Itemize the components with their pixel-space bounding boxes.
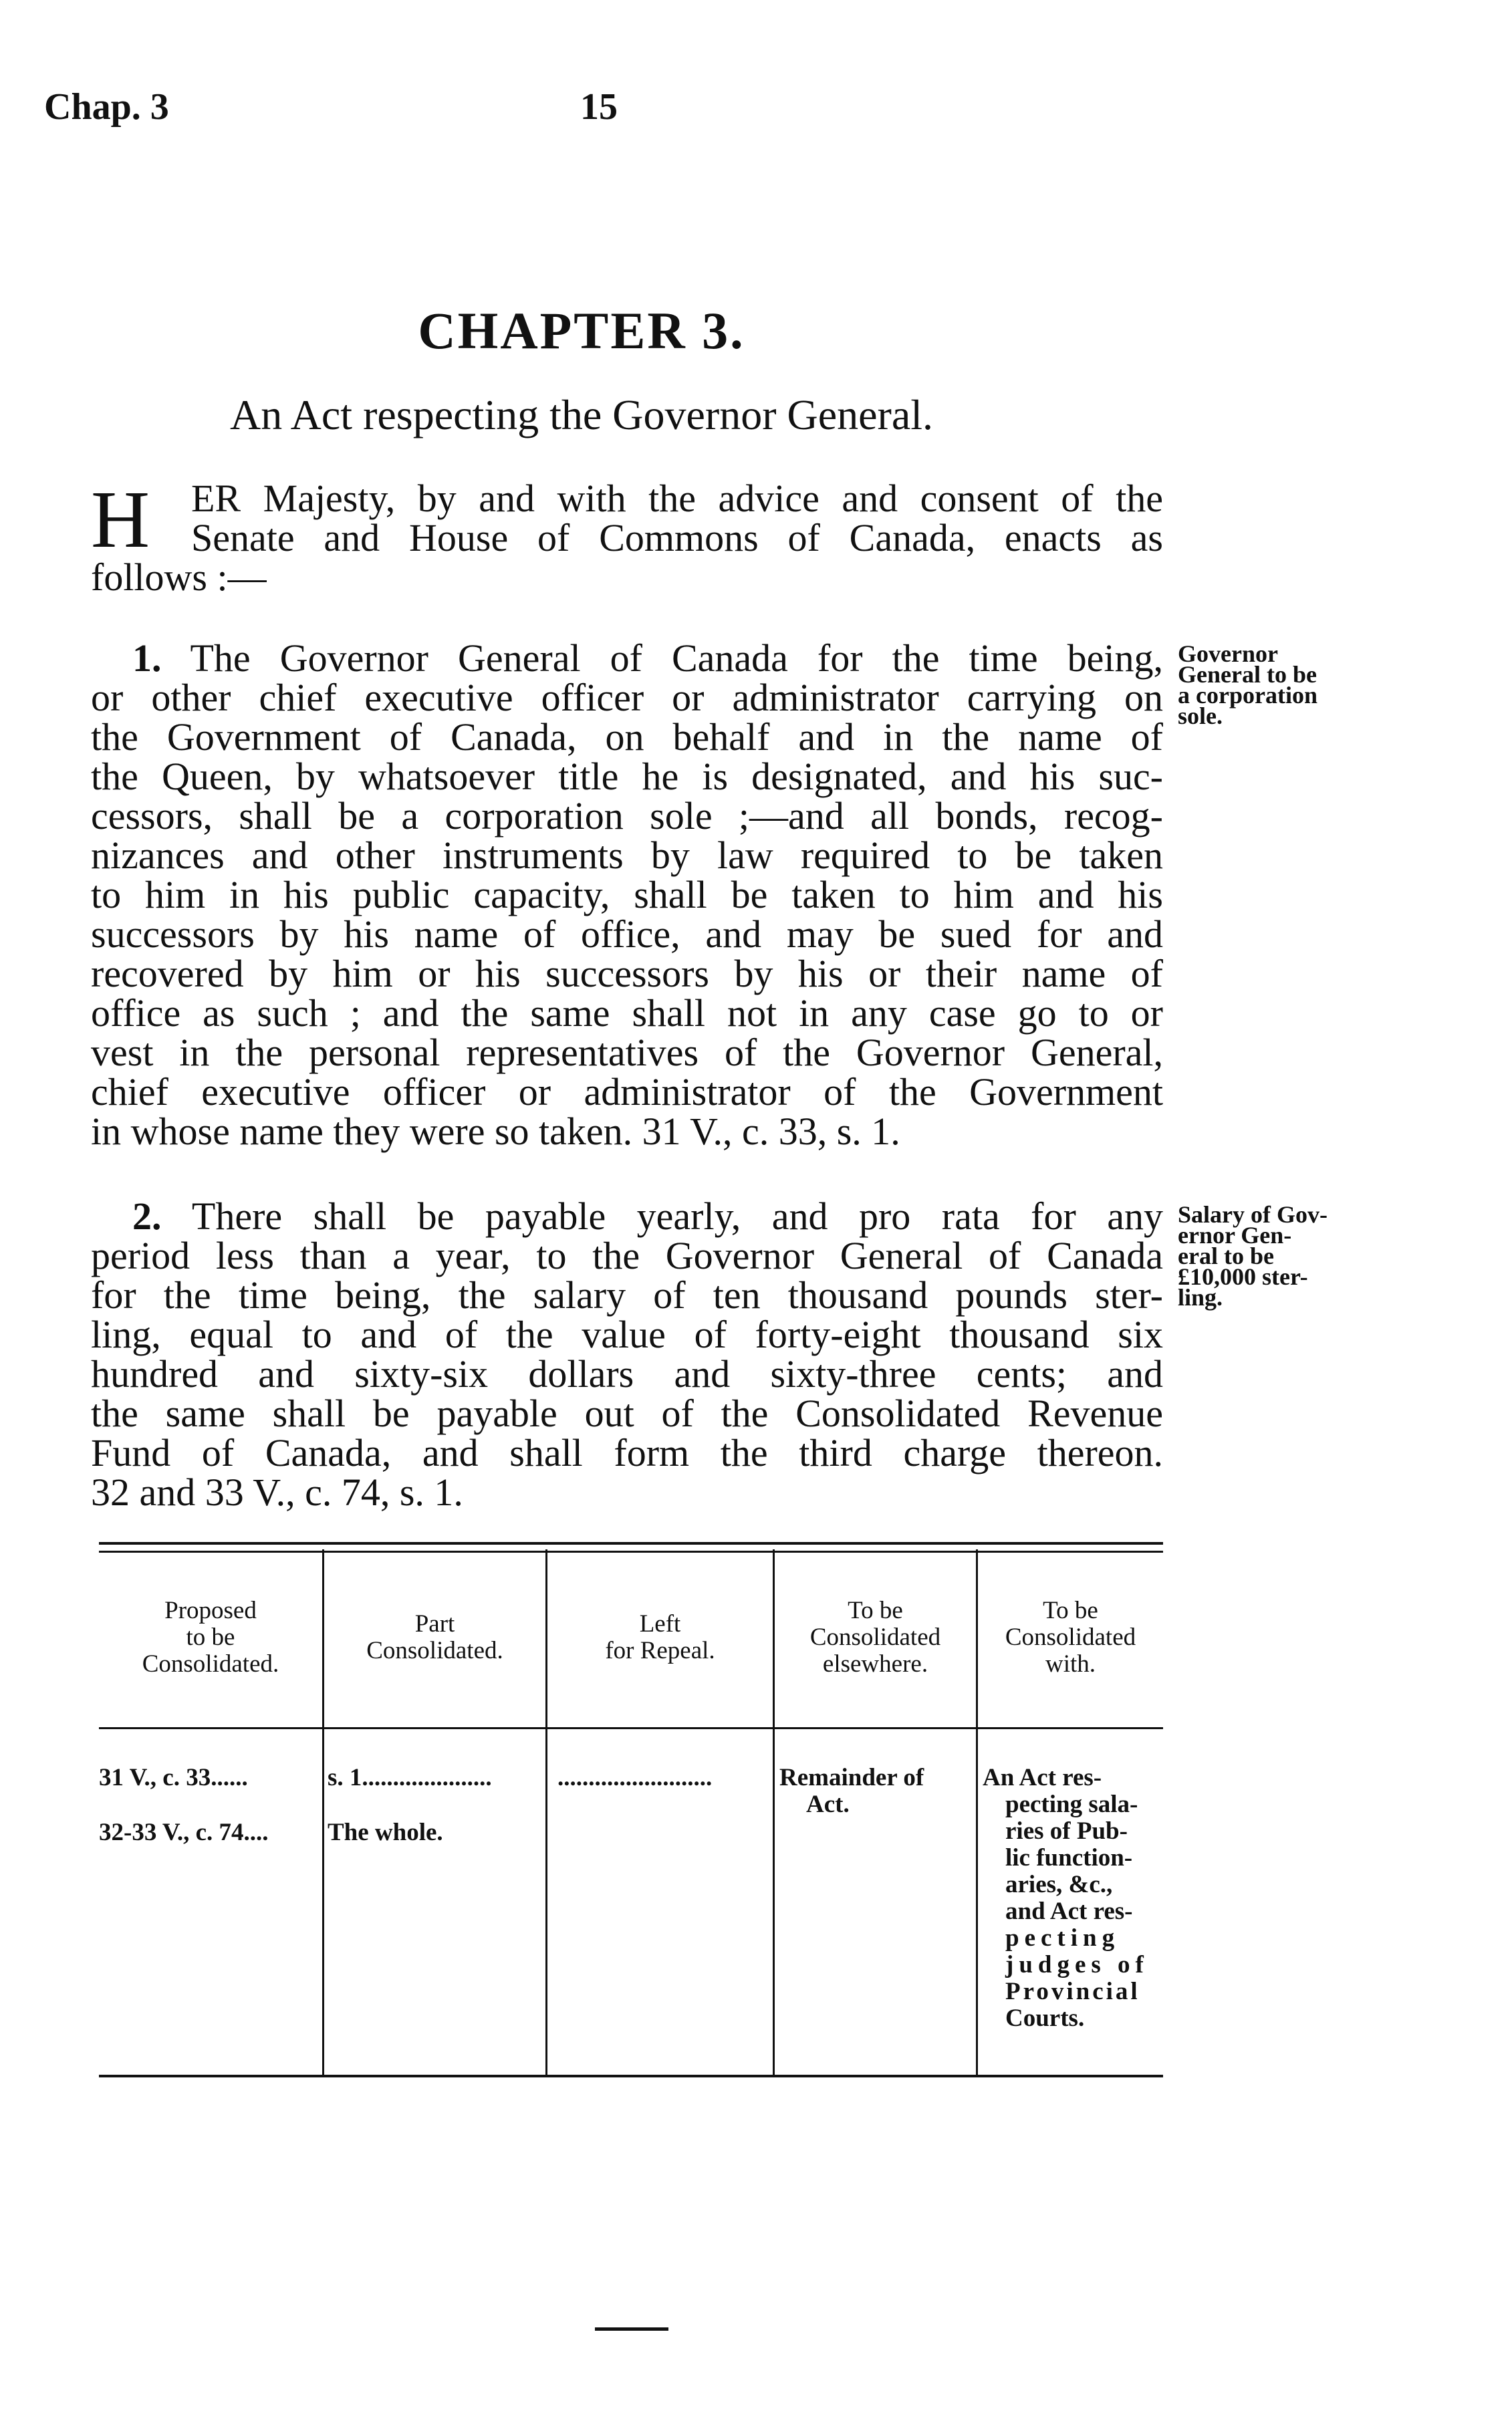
header-line: Proposed — [164, 1597, 257, 1624]
section-line: the Government of Canada, on behalf and in the name of — [91, 715, 1163, 759]
section-line: the same shall be payable out of the Consolidated Revenue — [91, 1392, 1163, 1435]
header-line: Consolidated — [809, 1624, 941, 1651]
header-line: Consolidated. — [366, 1637, 503, 1664]
section-line: for the time being, the salary of ten thousand pounds ster- — [91, 1273, 1163, 1317]
section-line: office as such ; and the same shall not in any case go to or — [91, 991, 1163, 1035]
section-number: 1. — [132, 636, 162, 680]
header-line: with. — [1045, 1650, 1096, 1678]
chapter-title: CHAPTER 3. — [418, 301, 745, 360]
column-header-repeal — [547, 1611, 773, 1664]
section-line: in whose name they were so taken. 31 V., c. 33, s. 1. — [91, 1110, 900, 1153]
table-cell-proposed: 31 V., c. 33...... — [99, 1764, 248, 1791]
table-cell-part: The whole. — [328, 1819, 443, 1846]
section-line: chief executive officer or administrator of the Government — [91, 1070, 1163, 1114]
marginal-line: Salary of Gov- — [1178, 1201, 1328, 1228]
section-text: The Governor General of Canada for the time being, — [190, 636, 1163, 680]
header-line: to be — [186, 1624, 235, 1651]
section-2 — [91, 1196, 1163, 1512]
cell-line: lic function- — [1005, 1844, 1133, 1872]
cell-line: aries, &c., — [1005, 1871, 1113, 1898]
header-line: for Repeal. — [605, 1637, 715, 1664]
cell-line: Act. — [806, 1791, 850, 1818]
table-rule — [99, 1542, 1163, 1545]
cell-line: An Act res- — [983, 1764, 1102, 1791]
section-line: 32 and 33 V., c. 74, s. 1. — [91, 1470, 463, 1514]
section-line: recovered by him or his successors by his or their name of — [91, 952, 1163, 995]
cell-line: ries of Pub- — [1005, 1817, 1128, 1845]
section-line: successors by his name of office, and may be sued for and — [91, 912, 1163, 956]
chapter-label: Chap. 3 — [44, 86, 169, 128]
header-line: To be — [1043, 1597, 1098, 1624]
marginal-note-1 — [1178, 640, 1352, 729]
marginal-line: Governor — [1178, 640, 1278, 667]
table-cell-elsewhere — [779, 1765, 973, 1818]
marginal-line: a corporation — [1178, 682, 1317, 709]
cell-line: Provincial — [1005, 1978, 1140, 2005]
table-rule — [99, 2075, 1163, 2077]
section-1 — [91, 638, 1163, 1151]
marginal-line: sole. — [1178, 702, 1223, 729]
cell-line: Courts. — [1005, 2005, 1085, 2032]
cell-line: and Act res- — [1005, 1898, 1133, 1925]
marginal-line: ernor Gen- — [1178, 1222, 1292, 1249]
section-line — [91, 1196, 1163, 1236]
enacting-clause — [91, 475, 1163, 599]
column-header-elsewhere — [775, 1597, 976, 1678]
marginal-line: eral to be — [1178, 1243, 1274, 1269]
cell-line: pecting sala- — [1005, 1791, 1138, 1818]
header-line: Consolidated — [1005, 1624, 1136, 1651]
section-number: 2. — [132, 1194, 162, 1238]
section-line: or other chief executive officer or administrator carrying on — [91, 676, 1163, 719]
header-line: Part — [414, 1610, 455, 1638]
section-line: cessors, shall be a corporation sole ;—and all bonds, recog- — [91, 794, 1163, 838]
section-line: hundred and sixty-six dollars and sixty-three cents; and — [91, 1352, 1163, 1396]
enacting-line: ER Majesty, by and with the advice and consent of the — [191, 477, 1163, 520]
end-rule — [595, 2327, 668, 2331]
marginal-line: General to be — [1178, 661, 1317, 688]
table-cell-part: s. 1..................... — [328, 1764, 492, 1791]
table-cell-with — [983, 1765, 1162, 2032]
table-cell-repeal: ......................... — [557, 1764, 713, 1791]
column-header-with — [978, 1597, 1163, 1678]
table-cell-proposed: 32-33 V., c. 74.... — [99, 1819, 269, 1846]
section-line: Fund of Canada, and shall form the third charge thereon. — [91, 1431, 1163, 1475]
cell-line: pecting — [1005, 1924, 1120, 1952]
section-line: to him in his public capacity, shall be taken to him and his — [91, 873, 1163, 916]
enacting-line: follows :— — [91, 555, 267, 599]
header-line: To be — [848, 1597, 903, 1624]
section-line: vest in the personal representatives of the Governor General, — [91, 1031, 1163, 1074]
drop-cap: H — [91, 475, 150, 565]
enacting-line: Senate and House of Commons of Canada, enacts as — [191, 516, 1163, 559]
column-header-proposed — [99, 1597, 322, 1678]
marginal-line: ling. — [1178, 1284, 1223, 1311]
cell-line: Remainder of — [779, 1764, 924, 1791]
table-rule — [99, 1551, 1163, 1553]
section-line: ling, equal to and of the value of forty-eight thousand six — [91, 1313, 1163, 1356]
marginal-line: £10,000 ster- — [1178, 1263, 1308, 1290]
section-line: the Queen, by whatsoever title he is designated, and his suc- — [91, 755, 1163, 798]
page-number: 15 — [580, 86, 618, 128]
table-rule — [99, 1727, 1163, 1729]
section-line: nizances and other instruments by law required to be taken — [91, 834, 1163, 877]
section-line: period less than a year, to the Governor General of Canada — [91, 1234, 1163, 1277]
header-line: elsewhere. — [822, 1650, 928, 1678]
marginal-note-2 — [1178, 1201, 1352, 1311]
header-line: Left — [639, 1610, 681, 1638]
section-line — [91, 638, 1163, 678]
column-header-part — [324, 1611, 545, 1664]
section-text: There shall be payable yearly, and pro rata for any — [191, 1194, 1163, 1238]
act-title: An Act respecting the Governor General. — [229, 391, 934, 438]
cell-line: judges of — [1005, 1951, 1149, 1978]
header-line: Consolidated. — [142, 1650, 279, 1678]
